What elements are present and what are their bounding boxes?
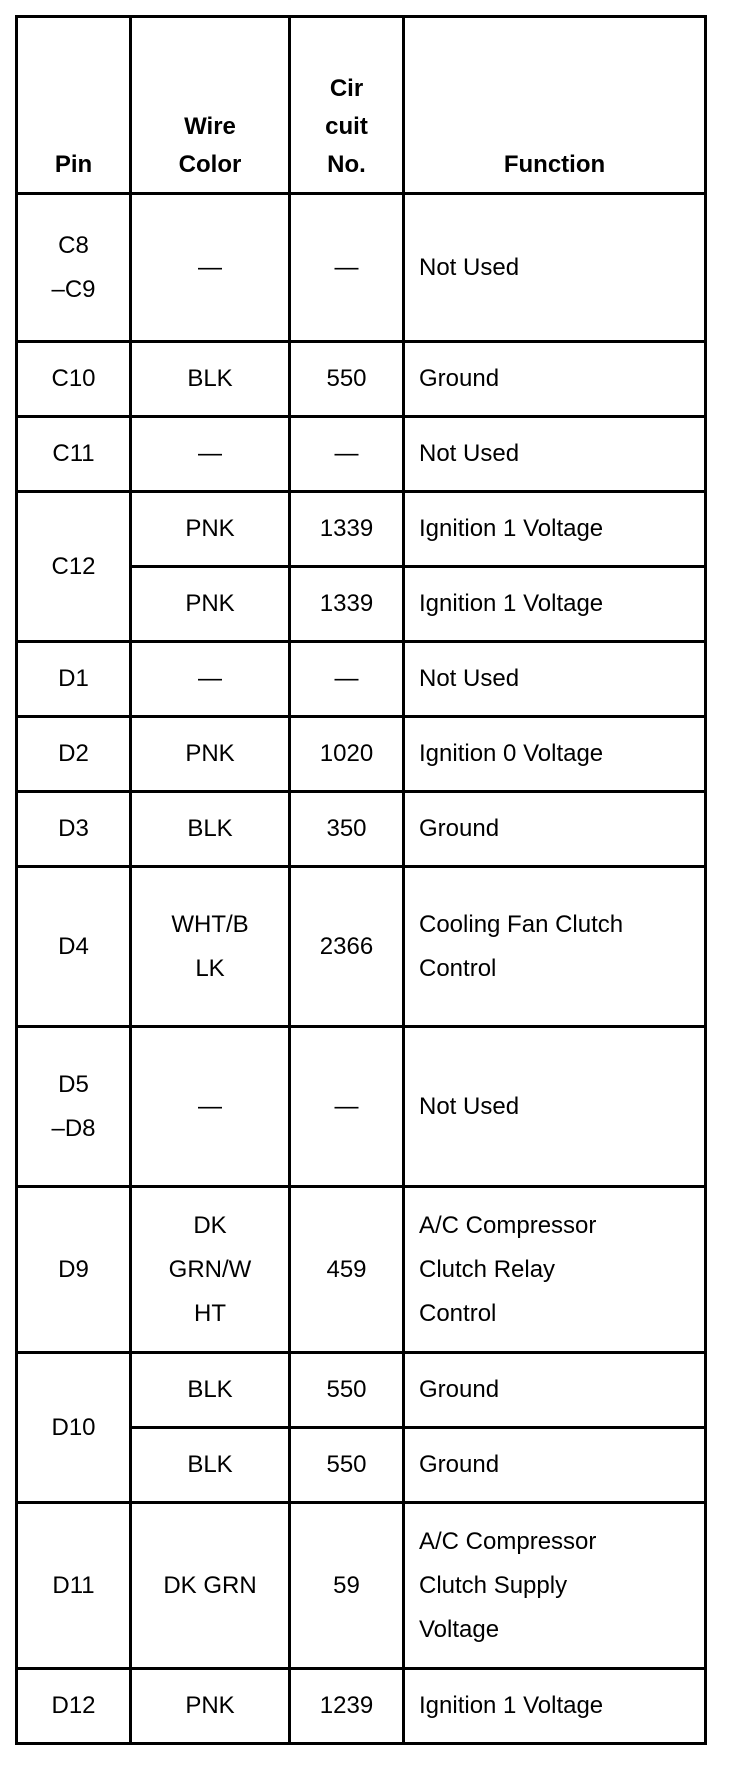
- wire-color-cell: DK GRN/W HT: [131, 1187, 290, 1353]
- circuit-no-cell: 2366: [290, 867, 404, 1027]
- circuit-no-cell: —: [290, 1027, 404, 1187]
- function-cell: Not Used: [404, 642, 706, 717]
- function-cell: Ignition 0 Voltage: [404, 717, 706, 792]
- table-row: [17, 417, 706, 492]
- pin-cell: D5 –D8: [17, 1027, 131, 1187]
- function-cell: Not Used: [404, 194, 706, 342]
- table-row: [17, 792, 706, 867]
- wire-color-cell: WHT/B LK: [131, 867, 290, 1027]
- pin-cell: D9: [17, 1187, 131, 1353]
- wire-color-cell: —: [131, 417, 290, 492]
- circuit-no-cell: 550: [290, 342, 404, 417]
- pin-cell: D12: [17, 1669, 131, 1744]
- circuit-no-cell: 1339: [290, 567, 404, 642]
- wire-color-cell: PNK: [131, 717, 290, 792]
- pin-cell: D11: [17, 1503, 131, 1669]
- table-row: [17, 867, 706, 1027]
- wire-color-cell: DK GRN: [131, 1503, 290, 1669]
- header-function: Function: [404, 17, 706, 194]
- wire-color-cell: PNK: [131, 567, 290, 642]
- circuit-no-cell: 1239: [290, 1669, 404, 1744]
- circuit-no-cell: 1339: [290, 492, 404, 567]
- wire-color-cell: BLK: [131, 1428, 290, 1503]
- pin-cell: C8 –C9: [17, 194, 131, 342]
- wire-color-cell: —: [131, 642, 290, 717]
- table-header-row: [17, 17, 706, 194]
- wire-color-cell: BLK: [131, 1353, 290, 1428]
- header-wire-color: Wire Color: [131, 17, 290, 194]
- function-cell: Ignition 1 Voltage: [404, 567, 706, 642]
- wire-color-cell: BLK: [131, 342, 290, 417]
- pin-cell: D10: [17, 1353, 131, 1503]
- table-row: [17, 1669, 706, 1744]
- wire-color-cell: —: [131, 194, 290, 342]
- wire-color-cell: PNK: [131, 492, 290, 567]
- circuit-no-cell: —: [290, 642, 404, 717]
- pin-cell: C12: [17, 492, 131, 642]
- wire-color-cell: PNK: [131, 1669, 290, 1744]
- function-cell: A/C Compressor Clutch Supply Voltage: [404, 1503, 706, 1669]
- circuit-no-cell: 459: [290, 1187, 404, 1353]
- pin-cell: D3: [17, 792, 131, 867]
- function-cell: Ground: [404, 1353, 706, 1428]
- connector-pinout-table-wrapper: [15, 15, 707, 1745]
- table-row: [17, 642, 706, 717]
- circuit-no-cell: 1020: [290, 717, 404, 792]
- wire-color-cell: —: [131, 1027, 290, 1187]
- header-pin: Pin: [17, 17, 131, 194]
- pin-cell: C10: [17, 342, 131, 417]
- pin-cell: C11: [17, 417, 131, 492]
- function-cell: Cooling Fan Clutch Control: [404, 867, 706, 1027]
- header-circuit-no: Cir cuit No.: [290, 17, 404, 194]
- table-row: [17, 717, 706, 792]
- function-cell: A/C Compressor Clutch Relay Control: [404, 1187, 706, 1353]
- function-cell: Not Used: [404, 1027, 706, 1187]
- wire-color-cell: BLK: [131, 792, 290, 867]
- table-row: [17, 1027, 706, 1187]
- table-row: [17, 194, 706, 342]
- pin-cell: D2: [17, 717, 131, 792]
- function-cell: Not Used: [404, 417, 706, 492]
- function-cell: Ground: [404, 792, 706, 867]
- table-row: [17, 1503, 706, 1669]
- circuit-no-cell: 550: [290, 1353, 404, 1428]
- pin-cell: D1: [17, 642, 131, 717]
- circuit-no-cell: —: [290, 417, 404, 492]
- function-cell: Ignition 1 Voltage: [404, 1669, 706, 1744]
- table-row: [17, 1353, 706, 1428]
- function-cell: Ignition 1 Voltage: [404, 492, 706, 567]
- function-cell: Ground: [404, 342, 706, 417]
- table-row: [17, 342, 706, 417]
- circuit-no-cell: 550: [290, 1428, 404, 1503]
- circuit-no-cell: —: [290, 194, 404, 342]
- table-row: [17, 1187, 706, 1353]
- pin-cell: D4: [17, 867, 131, 1027]
- circuit-no-cell: 59: [290, 1503, 404, 1669]
- circuit-no-cell: 350: [290, 792, 404, 867]
- connector-pinout-table: [15, 15, 707, 1745]
- table-row: [17, 492, 706, 567]
- function-cell: Ground: [404, 1428, 706, 1503]
